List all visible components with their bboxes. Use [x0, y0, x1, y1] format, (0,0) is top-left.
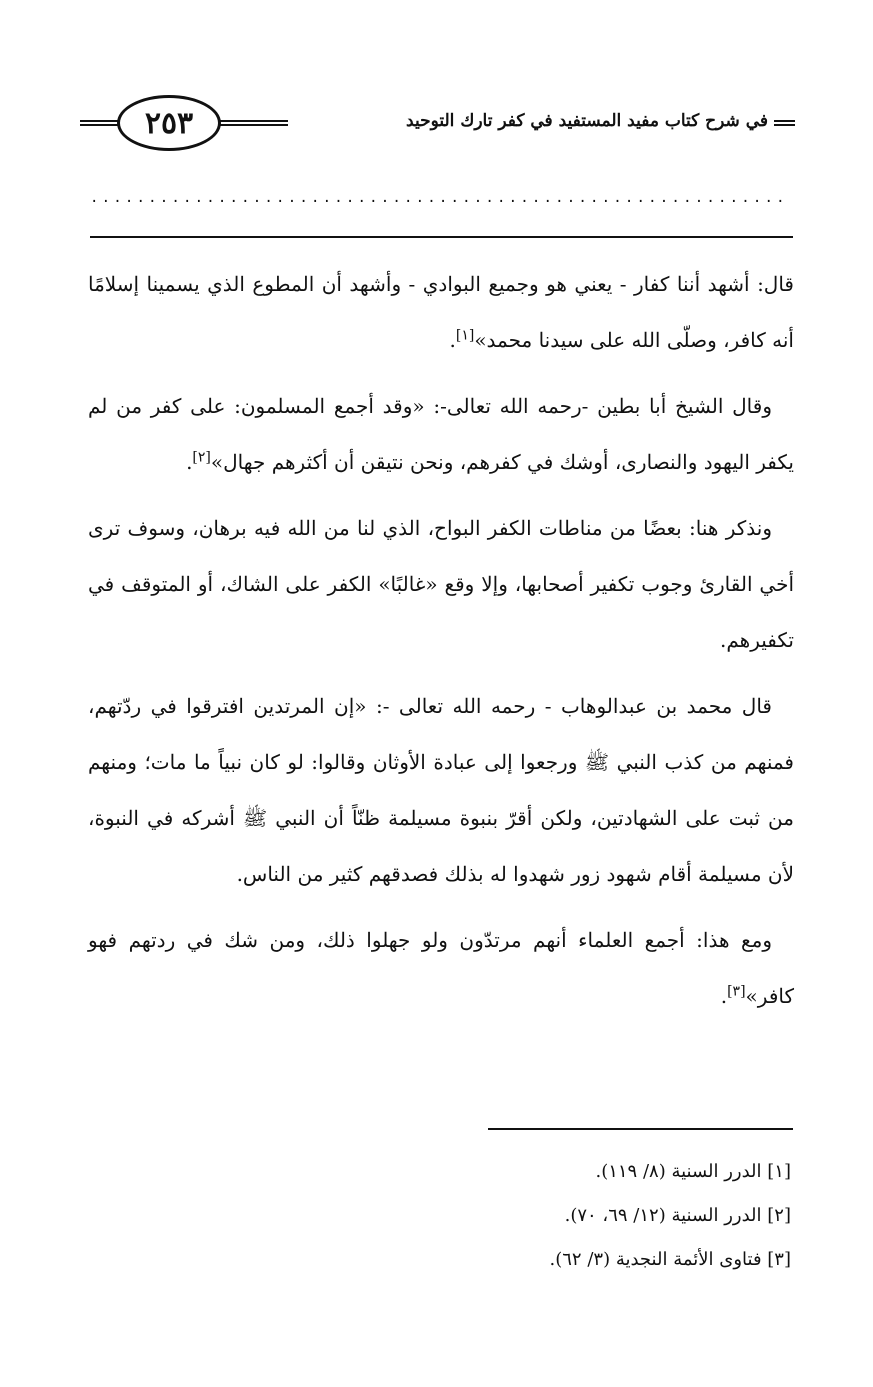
page-number: ٢٥٣ [117, 95, 221, 151]
footnotes [291, 1150, 791, 1282]
footnote-ref[interactable]: [١] [455, 327, 475, 344]
body-text [88, 256, 794, 1034]
paragraph: قال: أشهد أننا كفار - يعني هو وجميع البوادي - وأشهد أن المطوع الذي يسمينا إسلامًا أنه كافر، وصلّى الله على سيدنا محمد»[١]. [88, 272, 794, 352]
paragraph: ومع هذا: أجمع العلماء أنهم مرتدّون ولو جهلوا ذلك، ومن شك في ردتهم فهو كافر»[٣]. [88, 928, 794, 1008]
header-rule-right [774, 120, 795, 126]
header-rule-left [80, 120, 120, 126]
footnote-rule [488, 1128, 793, 1130]
running-title: في شرح كتاب مفيد المستفيد في كفر تارك التوحيد [406, 111, 768, 131]
header-rule-middle [218, 120, 288, 126]
paragraph: وقال الشيخ أبا بطين -رحمه الله تعالى-: «وقد أجمع المسلمون: على كفر من لم يكفر اليهود والنصارى، أوشك في كفرهم، ونحن نتيقن أن أكثرهم جهال»[٢]. [88, 394, 794, 474]
footnote-ref[interactable]: [٢] [192, 449, 211, 466]
top-rule [90, 236, 793, 238]
page-header [80, 95, 795, 155]
footnote-item: [٢] الدرر السنية (١٢/ ٦٩، ٧٠). [564, 1205, 791, 1226]
footnote-ref[interactable]: [٣] [727, 983, 746, 1000]
footnote-item: [١] الدرر السنية (٨/ ١١٩). [595, 1161, 791, 1182]
dotted-separator [90, 190, 790, 206]
footnote-item: [٣] فتاوى الأئمة النجدية (٣/ ٦٢). [549, 1249, 791, 1270]
paragraph: ونذكر هنا: بعضًا من مناطات الكفر البواح، الذي لنا من الله فيه برهان، وسوف ترى أخي القارئ وجوب تكفير أصحابها، وإلا وقع «غالبًا» الكفر على الشاك، أو المتوقف في تكفيرهم. [88, 516, 794, 652]
paragraph: قال محمد بن عبدالوهاب - رحمه الله تعالى -: «إن المرتدين افترقوا في ردّتهم، فمنهم من كذب النبي ﷺ ورجعوا إلى عبادة الأوثان وقالوا: لو كان نبياً ما مات؛ ومنهم من ثبت على الشهادتين، ولكن أقرّ بنبوة مسيلمة ظنّاً أن النبي ﷺ أشركه في النبوة، لأن مسيلمة أقام شهود زور شهدوا له بذلك فصدقهم كثير من الناس. [88, 694, 794, 886]
